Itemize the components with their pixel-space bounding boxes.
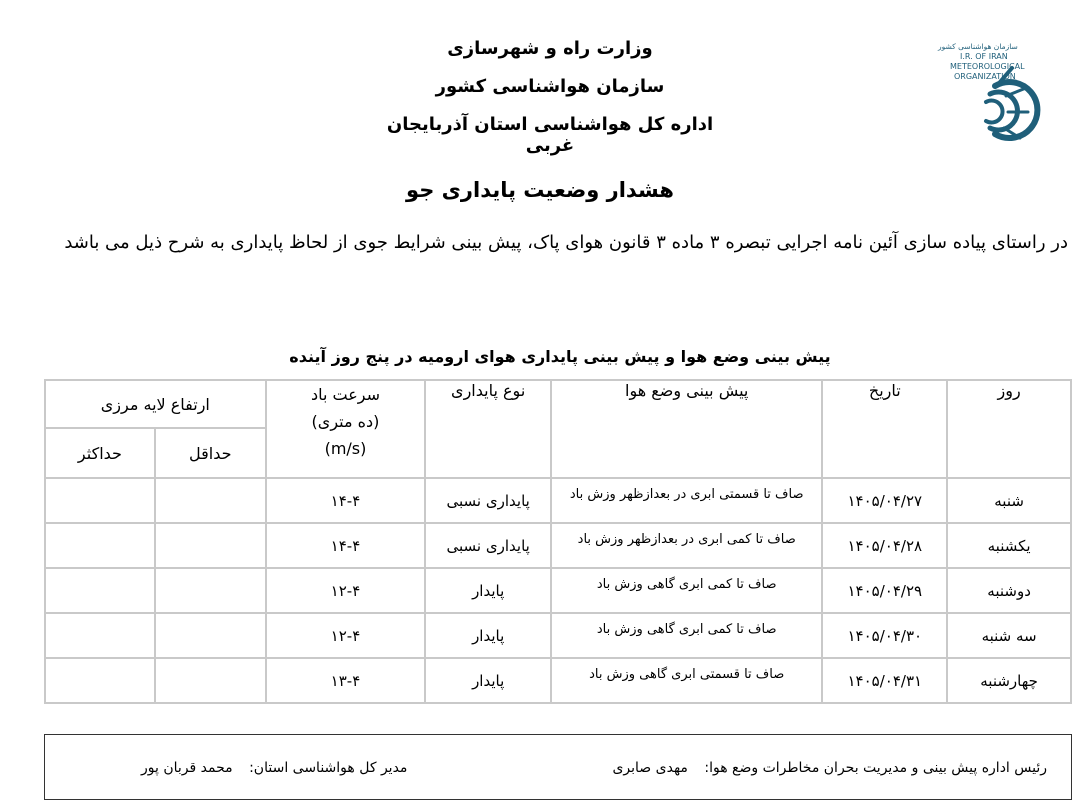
header-min: حداقل [155,428,266,478]
cell-min [155,658,266,703]
cell-wind: ۱۴-۴ [266,523,426,568]
cell-stability: پایداری نسبی [425,478,551,523]
cell-stability: پایدار [425,568,551,613]
cell-day: شنبه [947,478,1071,523]
cell-day: سه شنبه [947,613,1071,658]
cell-wind: ۱۳-۴ [266,658,426,703]
cell-day: یکشنبه [947,523,1071,568]
cell-weather: صاف تا قسمتی ابری در بعدازظهر وزش باد [551,478,822,523]
header-max: حداکثر [45,428,155,478]
header-wind-line1: سرعت باد [310,385,380,404]
cell-wind: ۱۴-۴ [266,478,426,523]
department-name: اداره کل هواشناسی استان آذربایجان غربی [386,114,714,156]
cell-min [155,478,266,523]
director-general-signature [141,760,407,776]
cell-max [45,478,155,523]
cell-max [45,613,155,658]
cell-weather: صاف تا کمی ابری گاهی وزش باد [551,568,822,613]
table-title: پیش بینی وضع هوا و پیش بینی پایداری هوای ارومیه در پنج روز آینده [289,347,831,366]
cell-min [155,568,266,613]
cell-weather: صاف تا کمی ابری گاهی وزش باد [551,613,822,658]
header-boundary-layer-height: ارتفاع لایه مرزی [45,380,266,428]
header-wind-line3: (m/s) [324,439,367,458]
organization-name: سازمان هواشناسی کشور [435,76,665,97]
director-general-title: مدیر کل هواشناسی استان: [249,760,408,776]
header-stability-type: نوع پایداری [425,380,551,478]
table-row [45,613,1071,658]
header-day: روز [947,380,1071,478]
logo-text-iran: I.R. OF IRAN [960,52,1008,61]
cell-stability: پایداری نسبی [425,523,551,568]
document-title: هشدار وضعیت پایداری جو [406,178,674,202]
logo-text-meteorological: METEOROLOGICAL [950,62,1025,71]
cell-date: ۱۴۰۵/۰۴/۲۷ [822,478,947,523]
logo-text-organization: ORGANIZATION [954,72,1016,81]
forecast-table [44,379,1072,704]
cell-date: ۱۴۰۵/۰۴/۲۸ [822,523,947,568]
cell-stability: پایدار [425,658,551,703]
forecast-head-signature [612,760,1047,776]
cell-date: ۱۴۰۵/۰۴/۳۰ [822,613,947,658]
table-row [45,658,1071,703]
signature-box [44,734,1072,800]
cell-min [155,613,266,658]
table-row [45,568,1071,613]
intro-paragraph: در راستای پیاده سازی آئین نامه اجرایی تبصره ۳ ماده ۳ قانون هوای پاک، پیش بینی شرایط جوی از لحاظ پایداری به شرح ذیل می باشد [64,232,1068,253]
cell-day: چهارشنبه [947,658,1071,703]
cell-wind: ۱۲-۴ [266,568,426,613]
letterhead [0,0,1078,156]
cell-weather: صاف تا کمی ابری در بعدازظهر وزش باد [551,523,822,568]
cell-date: ۱۴۰۵/۰۴/۲۹ [822,568,947,613]
forecast-head-title: رئیس اداره پیش بینی و مدیریت بحران مخاطرات وضع هوا: [704,760,1047,776]
header-wind-speed [266,380,426,478]
table-row [45,523,1071,568]
cell-max [45,523,155,568]
cell-date: ۱۴۰۵/۰۴/۳۱ [822,658,947,703]
director-general-name: محمد قربان پور [141,760,233,776]
header-date: تاریخ [822,380,947,478]
cell-max [45,658,155,703]
cell-wind: ۱۲-۴ [266,613,426,658]
meteorological-organization-logo [900,38,1050,148]
cell-max [45,568,155,613]
table-row [45,478,1071,523]
cell-min [155,523,266,568]
ministry-name: وزارت راه و شهرسازی [447,38,653,59]
cell-weather: صاف تا قسمتی ابری گاهی وزش باد [551,658,822,703]
cell-stability: پایدار [425,613,551,658]
cell-day: دوشنبه [947,568,1071,613]
header-weather-forecast: پیش بینی وضع هوا [551,380,822,478]
forecast-head-name: مهدی صابری [612,760,688,776]
logo-text-fa: سازمان هواشناسی کشور [938,42,1018,51]
header-wind-line2: (ده متری) [311,412,380,431]
